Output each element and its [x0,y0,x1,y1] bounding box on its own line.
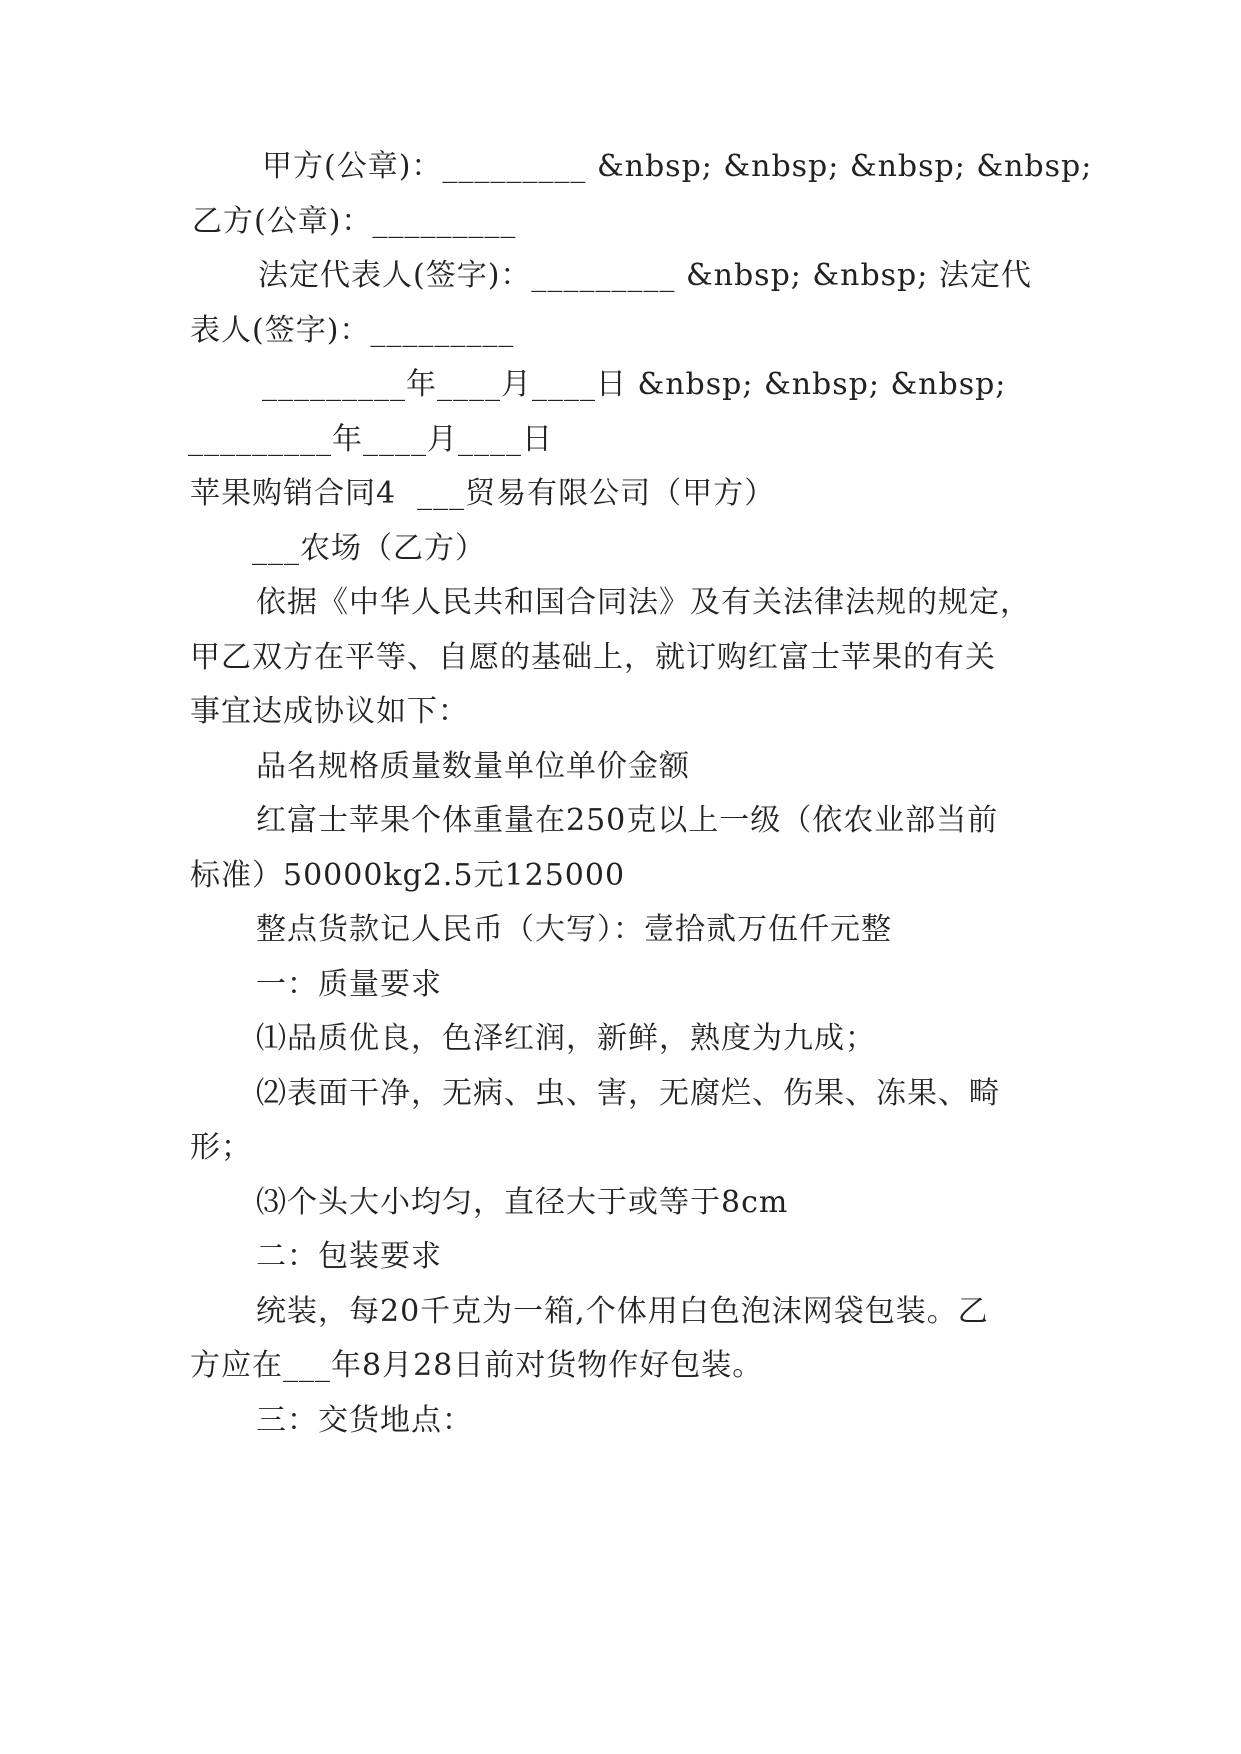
quality-item-3: ⑶个头大小均匀，直径大于或等于8cm [256,1185,789,1220]
legal-rep-continued-line: 表人(签字)：_________ [190,313,515,348]
section-2-heading: 二：包装要求 [256,1239,442,1274]
total-amount-line: 整点货款记人民币（大写）：壹拾贰万伍仟元整 [256,912,892,947]
intro-paragraph-line-1: 依据《中华人民共和国合同法》及有关法律法规的规定， [256,585,1031,620]
packaging-line-2: 方应在___年8月28日前对货物作好包装。 [190,1348,764,1383]
product-spec-line-1: 红富士苹果个体重量在250克以上一级（依农业部当前 [256,803,999,838]
legal-rep-line: 法定代表人(签字)：_________ &nbsp; &nbsp; 法定代 [258,258,1032,293]
quality-item-1: ⑴品质优良，色泽红润，新鲜，熟度为九成； [256,1021,876,1056]
product-spec-line-2: 标准）50000kg2.5元125000 [190,858,626,893]
section-3-heading: 三：交货地点： [256,1403,473,1438]
date-line-b: _________年____月____日 [188,422,553,457]
intro-paragraph-line-2: 甲乙双方在平等、自愿的基础上，就订购红富士苹果的有关 [190,640,996,675]
section-1-heading: 一：质量要求 [256,967,442,1002]
party-b-name-line: ___农场（乙方） [252,531,486,566]
date-line-a: _________年____月____日 &nbsp; &nbsp; &nbsp; [262,367,1007,402]
table-header-line: 品名规格质量数量单位单价金额 [256,749,690,784]
quality-item-2: ⑵表面干净，无病、虫、害，无腐烂、伤果、冻果、畸 [256,1076,1000,1111]
packaging-line-1: 统装，每20千克为一箱,个体用白色泡沫网袋包装。乙 [256,1294,989,1329]
contract-title-line: 苹果购销合同4 ___贸易有限公司（甲方） [190,476,776,511]
party-a-seal-line: 甲方(公章)：_________ &nbsp; &nbsp; &nbsp; &nbsp; [262,149,1093,184]
quality-item-2-continued: 形； [190,1130,252,1165]
intro-paragraph-line-3: 事宜达成协议如下： [190,694,469,729]
party-b-seal-line: 乙方(公章)：_________ [192,204,517,239]
